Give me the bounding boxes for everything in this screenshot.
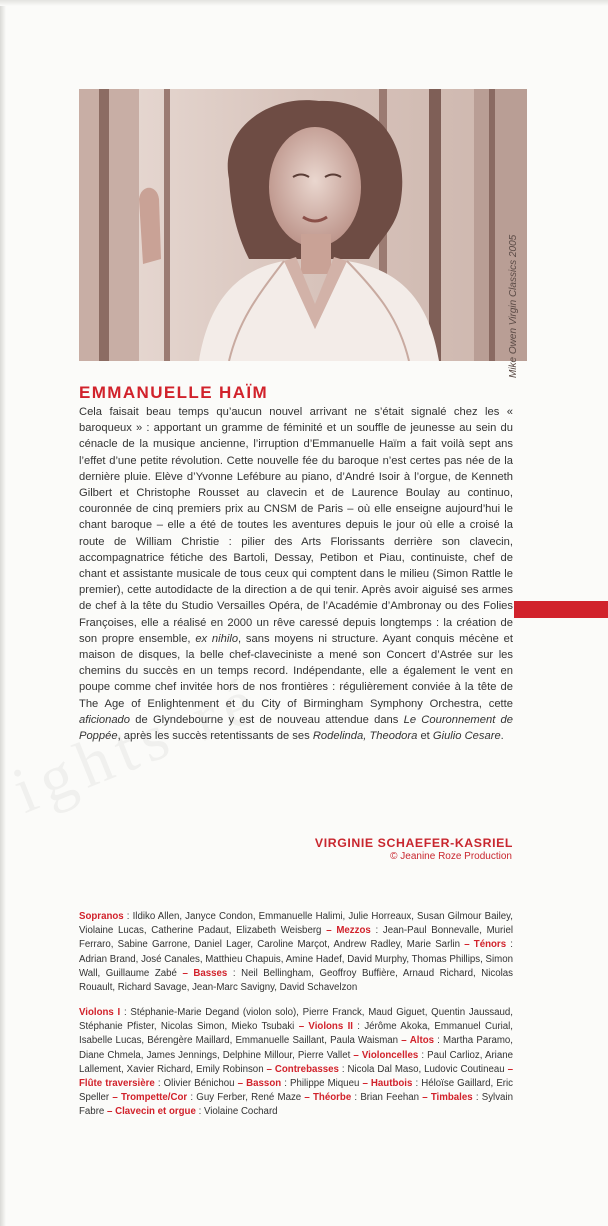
- cast-voices: Sopranos : Ildiko Allen, Janyce Condon, Emmanuelle Halimi, Julie Horreaux, Susan Gilmour Bailey, Violaine Lucas, Catherine Padaut, Elizabeth Weisberg – Mezzos : Jean-Paul Bonnevalle, Muriel Ferraro, Sabine Garrone, Daniel Lager, Caroline Marçot, Andrew Radley, Marie Sarlin – Ténors : Adrian Brand, José Canales, Matthieu Chapuis, Amine Hadef, David Murphy, Thomas Phillips, Simon Wall, Guillaume Zabé – Basses : Neil Bellingham, Geoffroy Buffière, Arnaud Richard, Nicolas Rouault, Richard Savage, Jean-Marc Savigny, David Schavelzon: [79, 911, 513, 994]
- bio-segment: , sans moyens ni structure. Ayant conquis mécène et maison de disques, la belle chef-claveciniste a mené son Concert d’Astrée sur les chemins du succès en un temps record. Indépendante, elle a également le vent en poupe comme chef invitée hors de nos frontières : régulièrement conviée à la tête de The Age of Enlightenment et du City of Birmingham Symphony Orchestra, cette: [79, 632, 513, 710]
- author-name: VIRGINIE SCHAEFER-KASRIEL: [314, 836, 513, 850]
- red-accent-tab: [514, 601, 608, 618]
- bio-italic-segment: Rodelinda, Theodora: [312, 730, 418, 743]
- bio-segment: , après les succès retentissants de ses: [117, 730, 313, 743]
- bio-italic-segment: ex nihilo: [195, 632, 239, 645]
- copyright-line: © Jeanine Roze Production: [390, 851, 512, 862]
- cast-section-label: Altos: [409, 1035, 435, 1047]
- cast-section-label: Hautbois: [370, 1078, 413, 1090]
- cast-section-names: Paul Carlioz, Ariane Lallement, Xavier Richard, Emily Robinson: [79, 1049, 513, 1075]
- cast-section-label: Trompette/Cor: [120, 1092, 188, 1104]
- bio-italic-segment: Giulio Cesare: [432, 730, 501, 743]
- bio-italic-segment: aficionado: [79, 713, 131, 726]
- cast-section-names: Jérôme Akoka, Emmanuel Curial, Isabelle Lucas, Bérengère Maillard, Emmanuelle Saillant, Paula Waisman: [79, 1021, 513, 1047]
- cast-section-label: Théorbe: [313, 1092, 352, 1104]
- cast-section-names: Violaine Cochard: [203, 1106, 278, 1118]
- cast-section-names: Stéphanie-Marie Degand (violon solo), Pierre Franck, Maud Giguet, Quentin Jaussaud, Stéphanie Pfister, Nicolas Simon, Mieko Tsubaki: [79, 1007, 513, 1033]
- cast-section-label: Clavecin et orgue: [115, 1106, 196, 1118]
- cast-section-names: Martha Paramo, Diane Chmela, James Jennings, Delphine Millour, Pierre Vallet: [79, 1035, 513, 1061]
- cast-section-names: Adrian Brand, José Canales, Matthieu Chapuis, Amine Hadef, David Murphy, Thomas Phillips, Simon Wall, Guillaume Zabé: [79, 953, 513, 979]
- cast-orchestra: Violons I : Stéphanie-Marie Degand (violon solo), Pierre Franck, Maud Giguet, Quentin Jaussaud, Stéphanie Pfister, Nicolas Simon, Mieko Tsubaki – Violons II : Jérôme Akoka, Emmanuel Curial, Isabelle Lucas, Bérengère Maillard, Emmanuelle Saillant, Paula Waisman – Altos : Martha Paramo, Diane Chmela, James Jennings, Delphine Millour, Pierre Vallet – Violoncelles : Paul Carlioz, Ariane Lallement, Xavier Richard, Emily Robinson – Contrebasses : Nicola Dal Maso, Ludovic Coutineau – Flûte traversière : Olivier Bénichou – Basson : Philippe Miqueu – Hautbois : Héloïse Gaillard, Eric Speller – Trompette/Cor : Guy Ferber, René Maze – Théorbe : Brian Feehan – Timbales : Sylvain Fabre – Clavecin et orgue : Violaine Cochard: [79, 1007, 513, 1118]
- portrait-photo: [79, 89, 527, 361]
- paper-edge-left: [0, 0, 6, 1226]
- cast-section-label: Violons II: [308, 1021, 353, 1033]
- cast-section-label: Violons I: [79, 1007, 121, 1018]
- cast-section-label: Violoncelles: [361, 1049, 419, 1061]
- cast-section-label: Sopranos: [79, 911, 124, 922]
- cast-section-label: Contrebasses: [274, 1063, 339, 1075]
- cast-section-label: Basson: [246, 1078, 282, 1090]
- cast-section-label: Basses: [193, 967, 228, 979]
- bio-segment: de Glyndebourne y est de nouveau attendue dans: [130, 713, 404, 726]
- cast-section-names: Ildiko Allen, Janyce Condon, Emmanuelle Halimi, Julie Horreaux, Susan Gilmour Bailey, Violaine Lucas, Catherine Padaut, Elizabeth Weisberg: [79, 911, 513, 937]
- bio-segment: Cela faisait beau temps qu’aucun nouvel arrivant ne s’était signalé chez les « baroqueux » : apportant un gramme de féminité et un souffle de jeunesse au sein du cénacle de la musique ancienne, l’irruption d’Emmanuelle Haïm a fait voilà sept ans l’effet d’une petite révolution. Cette nouvelle fée du baroque n’est certes pas née de la dernière pluie. Elève d’Yvonne Lefébure au piano, d’André Isoir à l’orgue, de Kenneth Gilbert et Christophe Rousset au clavecin et de Laurence Boulay au continuo, couronnée de cinq premiers prix au CNSM de Paris – où elle enseigne aujourd’hui le chant baroque – elle a été de toutes les aventures depuis le jour où elle a croisé la route de William Christie : pilier des Arts Florissants derrière son clavecin, accompagnatrice fétiche des Bartoli, Dessay, Petibon et Piau, continuiste, chef de chant et assistante musicale de tous ceux qui comptent dans le milieu (Simon Rattle le premier), cette autodidacte de la direction a de qui tenir. Après avoir aiguisé ses armes de chef à la tête du Studio Versailles Opéra, de l’Académie d’Ambronay ou des Folies Françoises, elle a réalisé en 2000 un rêve caressé depuis longtemps : la création de son propre ensemble,: [79, 406, 513, 645]
- cast-section-names: Guy Ferber, René Maze: [196, 1092, 302, 1104]
- biography-text: [79, 404, 513, 744]
- cast-section-names: Brian Feehan: [360, 1092, 420, 1104]
- cast-section-label: Timbales: [430, 1092, 473, 1104]
- cast-section-names: Neil Bellingham, Geoffroy Buffière, Arnaud Richard, Nicolas Rouault, Richard Savage, Jean-Marc Savigny, David Schavelzon: [79, 967, 513, 994]
- cast-section-label: Flûte traversière: [79, 1078, 155, 1090]
- cast-section-names: Jean-Paul Bonnevalle, Muriel Ferraro, Sabine Garrone, Daniel Lager, Caroline Marçot, Andrew Radley, Marie Sarlin: [79, 925, 513, 951]
- photo-credit: Mike Owen Virgin Classics 2005: [508, 234, 519, 378]
- bio-italic-segment: Le Couronnement de Poppée: [79, 713, 513, 743]
- bio-segment: .: [500, 730, 504, 743]
- paper-edge-top: [0, 0, 608, 6]
- cast-section-label: Ténors: [473, 939, 507, 951]
- artist-name-heading: EMMANUELLE HAÏM: [79, 383, 269, 402]
- bio-segment: et: [417, 730, 433, 743]
- cast-section-label: Mezzos: [336, 925, 371, 937]
- cast-section-names: Héloïse Gaillard, Eric Speller: [79, 1078, 513, 1104]
- cast-section-names: Olivier Bénichou: [163, 1078, 235, 1090]
- cast-section-names: Philippe Miqueu: [290, 1078, 360, 1090]
- cast-section-names: Nicola Dal Maso, Ludovic Coutineau: [347, 1063, 505, 1075]
- cast-section-names: Sylvain Fabre: [79, 1092, 513, 1118]
